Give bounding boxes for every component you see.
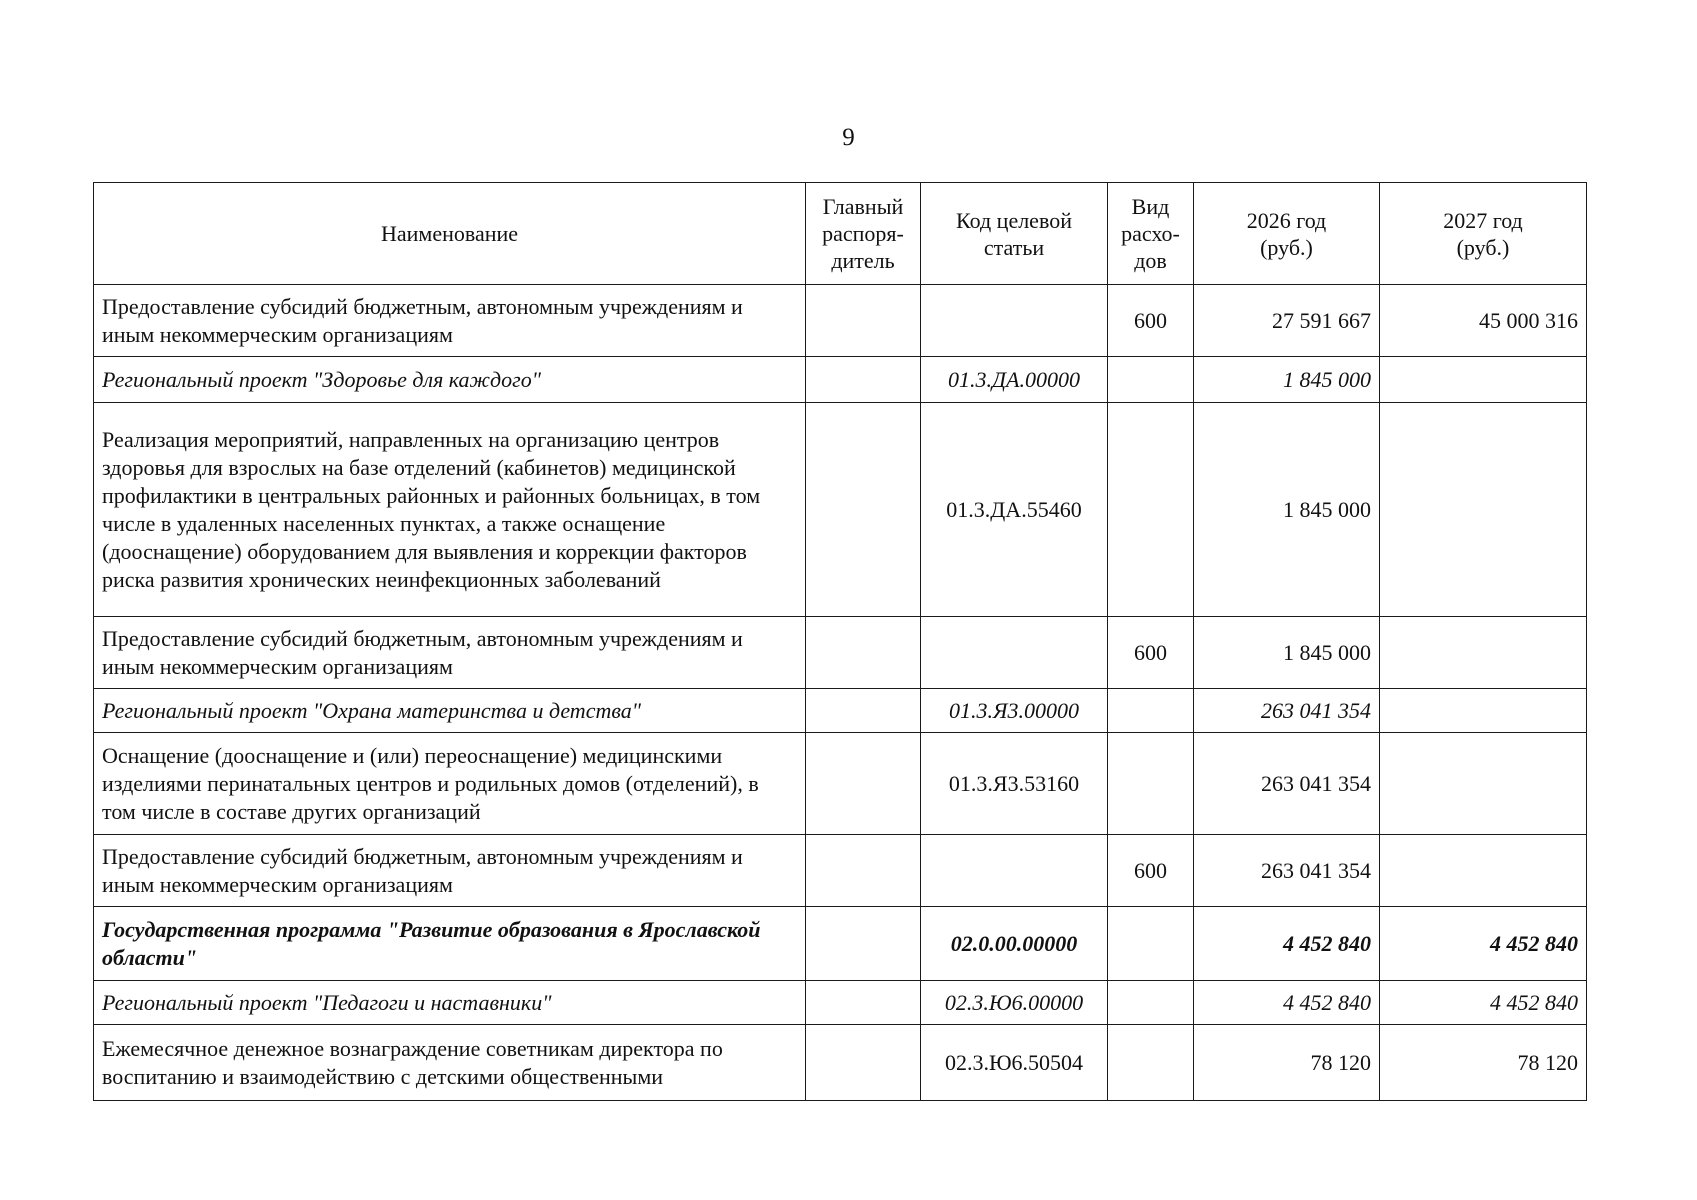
cell-target-code: 02.0.00.00000	[921, 907, 1108, 981]
table-body	[94, 285, 1587, 1101]
cell-main-manager	[806, 617, 921, 689]
cell-name: Оснащение (дооснащение и (или) переоснащение) медицинскими изделиями перинатальных центров и родильных домов (отделений), в том числе в составе других организаций	[94, 733, 806, 835]
cell-main-manager	[806, 733, 921, 835]
cell-expense-type	[1108, 403, 1194, 617]
cell-year-2026: 4 452 840	[1194, 907, 1380, 981]
cell-year-2026: 27 591 667	[1194, 285, 1380, 357]
cell-name: Региональный проект "Педагоги и наставники"	[94, 981, 806, 1025]
cell-target-code	[921, 835, 1108, 907]
cell-expense-type	[1108, 689, 1194, 733]
cell-main-manager	[806, 285, 921, 357]
cell-main-manager	[806, 907, 921, 981]
cell-main-manager	[806, 357, 921, 403]
header-year-2027-text: 2027 год (руб.)	[1443, 207, 1523, 260]
header-year-2027	[1380, 183, 1587, 285]
cell-name: Ежемесячное денежное вознаграждение советникам директора по воспитанию и взаимодействию с детскими общественными	[94, 1025, 806, 1101]
header-year-2026	[1194, 183, 1380, 285]
header-name	[94, 183, 806, 285]
cell-target-code: 01.3.Я3.53160	[921, 733, 1108, 835]
cell-main-manager	[806, 1025, 921, 1101]
table-row	[94, 403, 1587, 617]
cell-target-code: 02.3.Ю6.00000	[921, 981, 1108, 1025]
cell-name: Реализация мероприятий, направленных на организацию центров здоровья для взрослых на базе отделений (кабинетов) медицинской профилактики в центральных районных и районных больницах, в том числе в удаленных населенных пунктах, а также оснащение (дооснащение) оборудованием для выявления и коррекции факторов риска развития хронических неинфекционных заболеваний	[94, 403, 806, 617]
cell-name: Предоставление субсидий бюджетным, автономным учреждениям и иным некоммерческим организациям	[94, 835, 806, 907]
cell-main-manager	[806, 403, 921, 617]
cell-expense-type	[1108, 733, 1194, 835]
table-row	[94, 689, 1587, 733]
cell-year-2026: 263 041 354	[1194, 689, 1380, 733]
header-name-text: Наименование	[380, 221, 519, 246]
table-row	[94, 835, 1587, 907]
cell-name: Государственная программа "Развитие образования в Ярославской области"	[94, 907, 806, 981]
cell-expense-type	[1108, 357, 1194, 403]
header-year-2026-text: 2026 год (руб.)	[1246, 207, 1327, 260]
cell-main-manager	[806, 835, 921, 907]
cell-year-2026: 4 452 840	[1194, 981, 1380, 1025]
cell-target-code: 01.3.Я3.00000	[921, 689, 1108, 733]
header-main-manager	[806, 183, 921, 285]
cell-main-manager	[806, 981, 921, 1025]
cell-target-code: 02.3.Ю6.50504	[921, 1025, 1108, 1101]
cell-year-2026: 1 845 000	[1194, 357, 1380, 403]
header-target-code-text: Код целевой статьи	[956, 207, 1072, 260]
cell-target-code	[921, 617, 1108, 689]
page-number: 9	[842, 124, 855, 151]
cell-year-2027: 4 452 840	[1380, 907, 1587, 981]
cell-target-code: 01.3.ДА.00000	[921, 357, 1108, 403]
cell-year-2027	[1380, 403, 1587, 617]
cell-name: Предоставление субсидий бюджетным, автономным учреждениям и иным некоммерческим организациям	[94, 617, 806, 689]
table-row	[94, 1025, 1587, 1101]
header-expense-type-text: Вид расхо- дов	[1121, 194, 1180, 273]
cell-main-manager	[806, 689, 921, 733]
cell-year-2027	[1380, 357, 1587, 403]
table-row	[94, 357, 1587, 403]
cell-year-2026: 78 120	[1194, 1025, 1380, 1101]
cell-expense-type: 600	[1108, 285, 1194, 357]
cell-name: Региональный проект "Здоровье для каждого"	[94, 357, 806, 403]
cell-name: Предоставление субсидий бюджетным, автономным учреждениям и иным некоммерческим организациям	[94, 285, 806, 357]
cell-name: Региональный проект "Охрана материнства и детства"	[94, 689, 806, 733]
cell-expense-type	[1108, 1025, 1194, 1101]
cell-year-2026: 263 041 354	[1194, 733, 1380, 835]
header-expense-type	[1108, 183, 1194, 285]
cell-year-2027	[1380, 617, 1587, 689]
cell-year-2026: 1 845 000	[1194, 617, 1380, 689]
budget-table	[93, 182, 1587, 1101]
header-target-code	[921, 183, 1108, 285]
cell-year-2026: 263 041 354	[1194, 835, 1380, 907]
cell-target-code	[921, 285, 1108, 357]
cell-year-2027: 78 120	[1380, 1025, 1587, 1101]
table-row	[94, 981, 1587, 1025]
cell-target-code: 01.3.ДА.55460	[921, 403, 1108, 617]
cell-year-2027: 4 452 840	[1380, 981, 1587, 1025]
cell-expense-type	[1108, 907, 1194, 981]
cell-year-2027	[1380, 733, 1587, 835]
cell-year-2026: 1 845 000	[1194, 403, 1380, 617]
cell-expense-type	[1108, 981, 1194, 1025]
cell-year-2027	[1380, 835, 1587, 907]
table-header-row	[94, 183, 1587, 285]
table-row	[94, 907, 1587, 981]
cell-expense-type: 600	[1108, 835, 1194, 907]
table-row	[94, 617, 1587, 689]
header-main-manager-text: Главный распоря- дитель	[822, 194, 904, 273]
cell-year-2027: 45 000 316	[1380, 285, 1587, 357]
table-row	[94, 285, 1587, 357]
table-row	[94, 733, 1587, 835]
cell-year-2027	[1380, 689, 1587, 733]
cell-expense-type: 600	[1108, 617, 1194, 689]
